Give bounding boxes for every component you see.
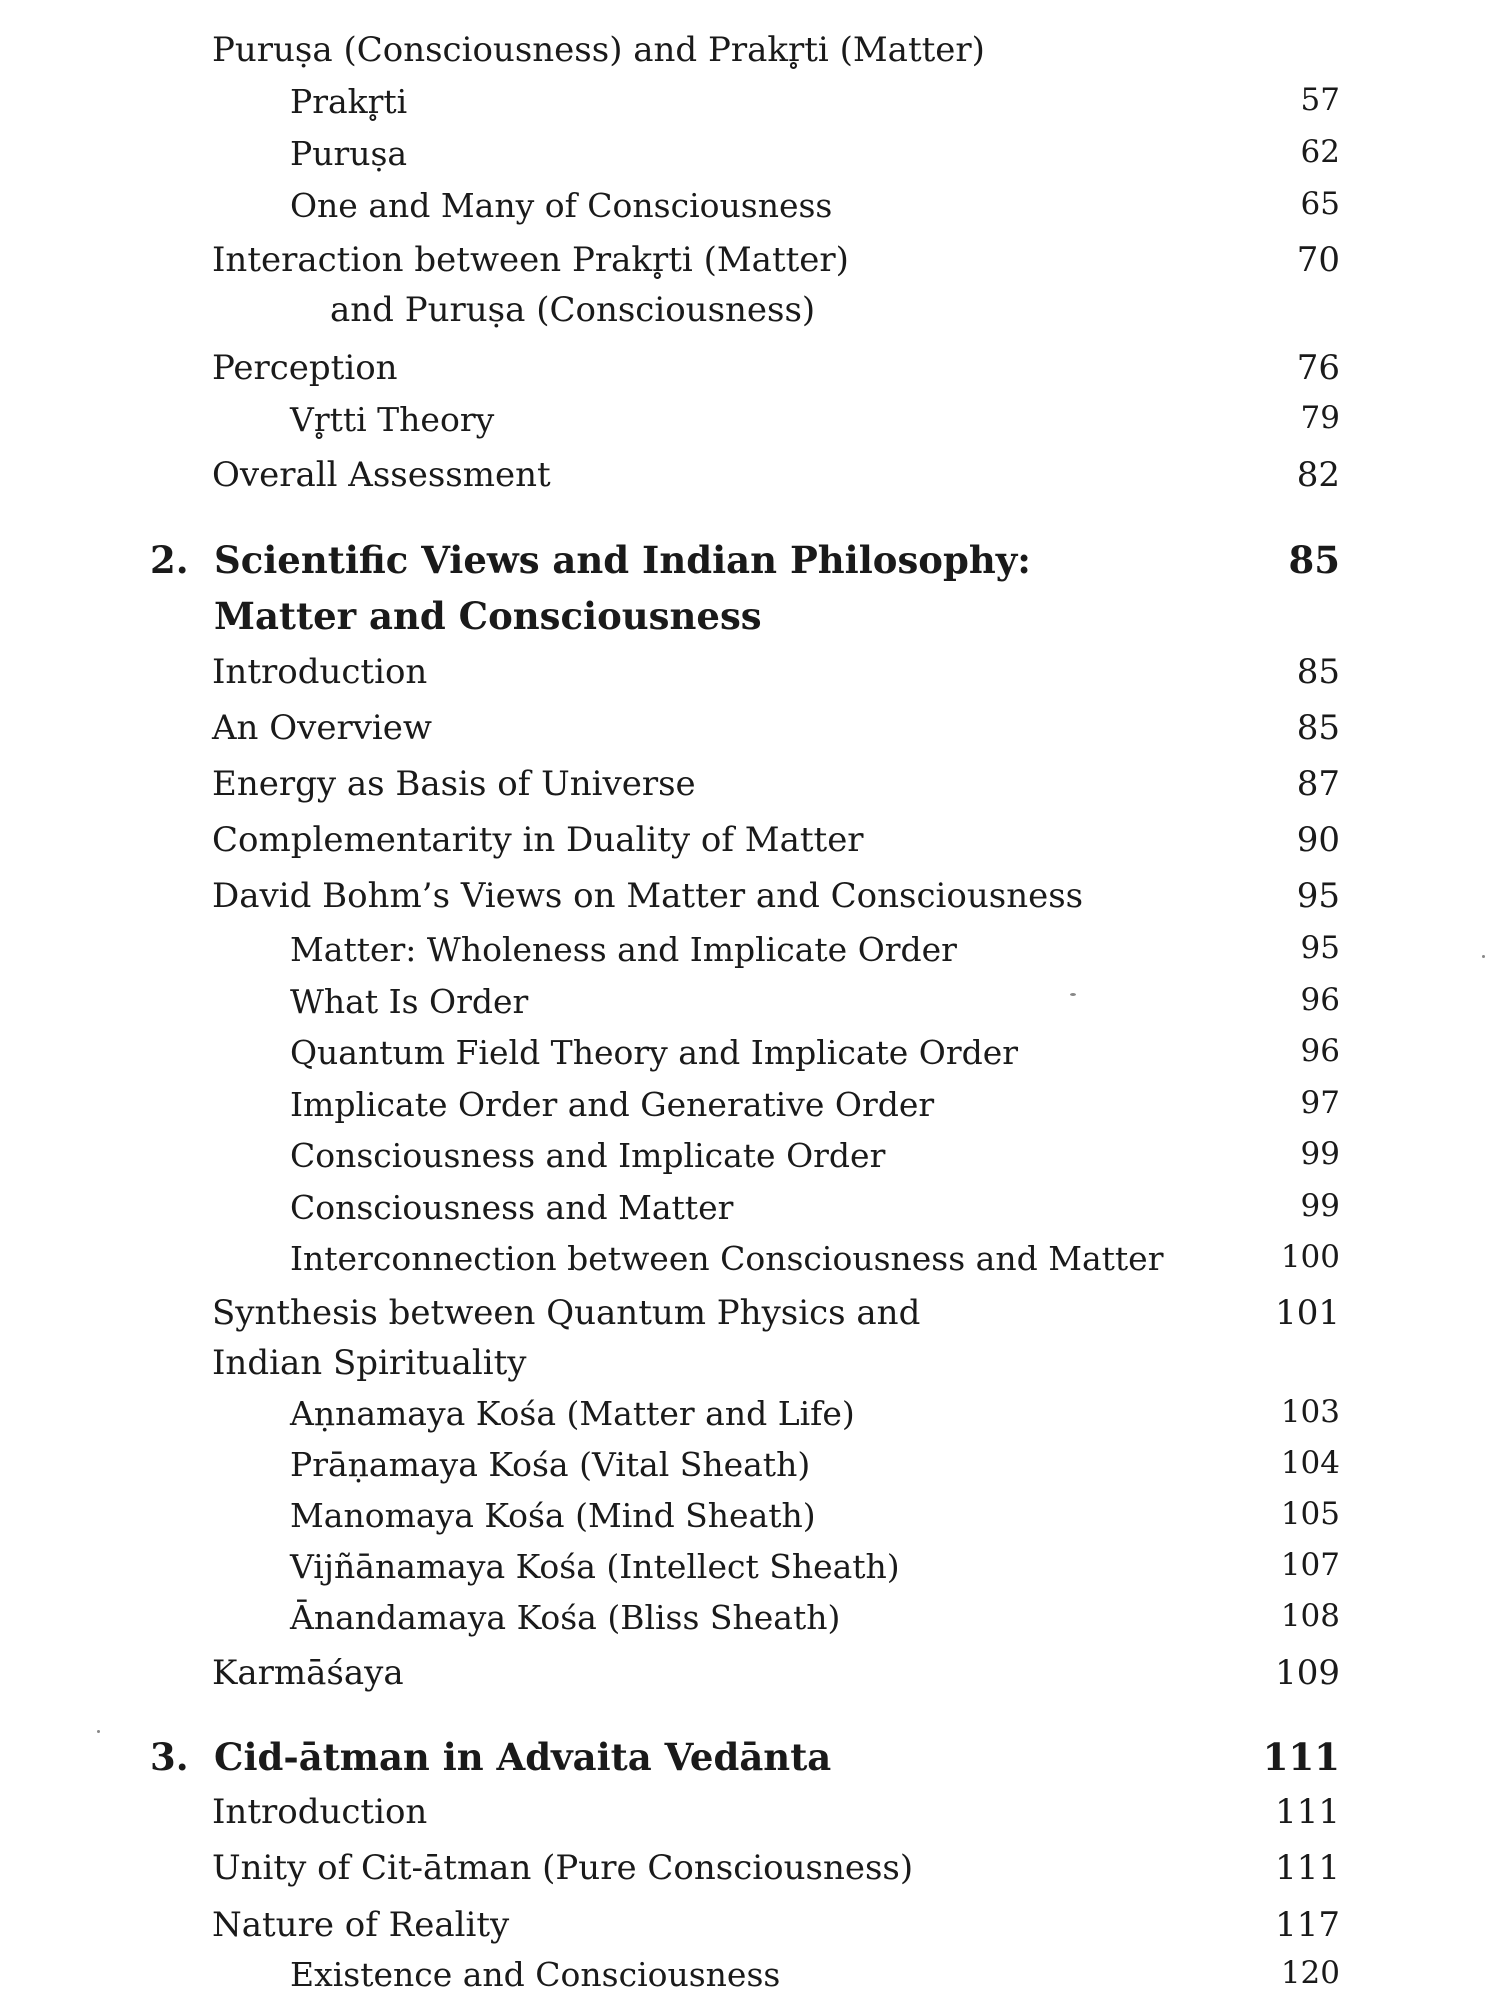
toc-entry-page: 97 xyxy=(1300,1085,1340,1121)
toc-entry-page: 95 xyxy=(1300,930,1340,966)
chapter-title-cont: Matter and Consciousness xyxy=(214,594,762,638)
toc-entry-page: 101 xyxy=(1275,1293,1340,1333)
toc-entry-page: 109 xyxy=(1275,1653,1340,1693)
toc-entry-page: 85 xyxy=(1296,708,1340,748)
toc-entry-title: Interconnection between Consciousness and Matter xyxy=(290,1239,1164,1278)
toc-entry-page: 62 xyxy=(1300,134,1340,170)
toc-entry-title: An Overview xyxy=(212,708,433,748)
toc-entry-page: 70 xyxy=(1296,240,1340,280)
toc-entry-title: Aṇnamaya Kośa (Matter and Life) xyxy=(290,1394,855,1433)
toc-entry-title: Puruṣa (Consciousness) and Prakr̥ti (Matter) xyxy=(212,30,985,70)
toc-entry-page: 120 xyxy=(1280,1955,1340,1991)
toc-entry-title: Introduction xyxy=(212,652,428,692)
toc-entry-title: Ānandamaya Kośa (Bliss Sheath) xyxy=(290,1598,841,1637)
toc-entry-page: 108 xyxy=(1280,1598,1340,1634)
chapter-page: 85 xyxy=(1288,538,1340,582)
toc-entry-title: Complementarity in Duality of Matter xyxy=(212,820,864,860)
toc-entry-page: 65 xyxy=(1300,186,1340,222)
toc-entry-title: Prakr̥ti xyxy=(290,82,408,121)
toc-entry-title: Quantum Field Theory and Implicate Order xyxy=(290,1033,1019,1072)
toc-entry-title: Energy as Basis of Universe xyxy=(212,764,696,804)
toc-entry-title: Vr̥tti Theory xyxy=(290,400,495,439)
toc-entry-page: 99 xyxy=(1300,1136,1340,1172)
toc-entry-page: 100 xyxy=(1280,1239,1340,1275)
toc-entry-title: Implicate Order and Generative Order xyxy=(290,1085,935,1124)
toc-entry-page: 85 xyxy=(1296,652,1340,692)
toc-entry-title: Puruṣa xyxy=(290,134,408,173)
toc-entry-title: Nature of Reality xyxy=(212,1905,510,1945)
toc-entry-title: Synthesis between Quantum Physics and xyxy=(212,1293,921,1333)
toc-entry-title: What Is Order xyxy=(290,982,529,1021)
toc-entry-page: 87 xyxy=(1296,764,1340,804)
toc-entry-title: Introduction xyxy=(212,1792,428,1832)
toc-entry-page: 104 xyxy=(1280,1445,1340,1481)
toc-entry-page: 79 xyxy=(1300,400,1340,436)
toc-entry-page: 105 xyxy=(1280,1496,1340,1532)
toc-entry-page: 96 xyxy=(1300,982,1340,1018)
toc-entry-title: David Bohm’s Views on Matter and Consciousness xyxy=(212,876,1084,916)
toc-entry-title-cont: Indian Spirituality xyxy=(212,1343,527,1383)
toc-entry-title: Consciousness and Implicate Order xyxy=(290,1136,886,1175)
chapter-title: Cid-ātman in Advaita Vedānta xyxy=(214,1735,832,1779)
toc-entry-title: Vijñānamaya Kośa (Intellect Sheath) xyxy=(290,1547,900,1586)
chapter-number: 3. xyxy=(150,1735,189,1779)
toc-entry-page: 57 xyxy=(1300,82,1340,118)
chapter-page: 111 xyxy=(1262,1735,1340,1779)
toc-entry-page: 96 xyxy=(1300,1033,1340,1069)
toc-entry-page: 111 xyxy=(1275,1848,1340,1888)
scan-speck xyxy=(1070,993,1076,996)
toc-entry-page: 90 xyxy=(1296,820,1340,860)
toc-entry-page: 95 xyxy=(1296,876,1340,916)
toc-entry-page: 107 xyxy=(1280,1547,1340,1583)
toc-entry-title: One and Many of Consciousness xyxy=(290,186,833,225)
toc-entry-title: Karmāśaya xyxy=(212,1653,404,1693)
toc-entry-page: 76 xyxy=(1296,348,1340,388)
chapter-number: 2. xyxy=(150,538,189,582)
toc-entry-page: 111 xyxy=(1275,1792,1340,1832)
toc-entry-title: Matter: Wholeness and Implicate Order xyxy=(290,930,957,969)
toc-entry-title: Prāṇamaya Kośa (Vital Sheath) xyxy=(290,1445,811,1484)
toc-entry-title-cont: and Puruṣa (Consciousness) xyxy=(330,290,816,330)
toc-entry-title: Manomaya Kośa (Mind Sheath) xyxy=(290,1496,816,1535)
toc-entry-page: 82 xyxy=(1296,455,1340,495)
chapter-title: Scientific Views and Indian Philosophy: xyxy=(214,538,1031,582)
toc-entry-title: Overall Assessment xyxy=(212,455,551,495)
toc-entry-title: Perception xyxy=(212,348,398,388)
toc-entry-page: 103 xyxy=(1280,1394,1340,1430)
toc-entry-page: 99 xyxy=(1300,1188,1340,1224)
toc-entry-title: Consciousness and Matter xyxy=(290,1188,734,1227)
scan-speck xyxy=(97,1730,100,1733)
toc-entry-title: Existence and Consciousness xyxy=(290,1955,781,1994)
toc-entry-title: Interaction between Prakr̥ti (Matter) xyxy=(212,240,849,280)
toc-entry-page: 117 xyxy=(1275,1905,1340,1945)
toc-entry-title: Unity of Cit-ātman (Pure Consciousness) xyxy=(212,1848,914,1888)
scan-speck xyxy=(1482,955,1485,958)
